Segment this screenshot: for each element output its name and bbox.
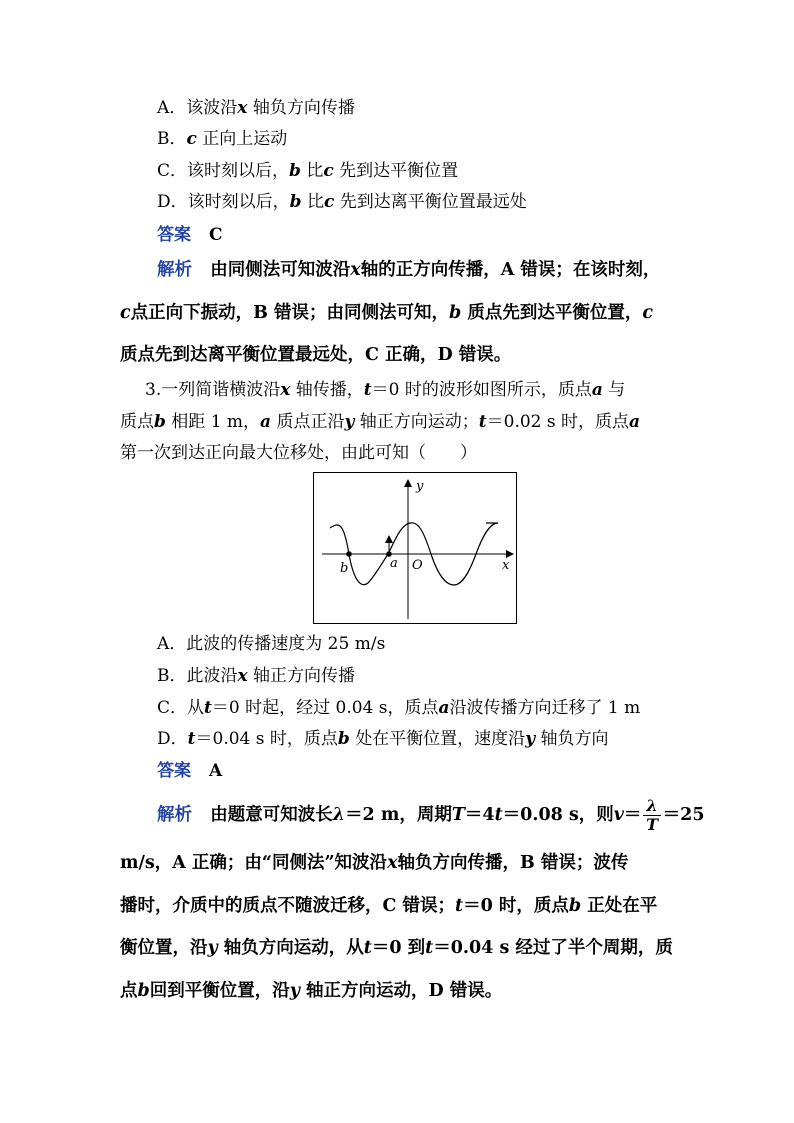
q3-answer bbox=[157, 760, 222, 782]
y-axis-label: y bbox=[416, 479, 424, 494]
q2-analysis-line3: 质点先到达离平衡位置最远处，C 正确，D 错误。 bbox=[120, 345, 512, 365]
point-b-label: b bbox=[340, 561, 349, 576]
q3-stem-line3: 第一次到达正向最大位移处，由此可知（ ） bbox=[120, 443, 477, 463]
q2-option-a: A．该波沿x 轴负方向传播 bbox=[157, 98, 355, 118]
q3-option-d: D．t＝0.04 s 时，质点b 处在平衡位置，速度沿y 轴负方向 bbox=[157, 729, 609, 749]
x-axis-label: x bbox=[502, 558, 510, 573]
answer-value: A bbox=[209, 761, 223, 781]
q2-option-c: C．该时刻以后，b 比c 先到达平衡位置 bbox=[157, 161, 459, 181]
q2-option-b: B．c 正向上运动 bbox=[157, 129, 288, 149]
q3-analysis-line4: 衡位置，沿y 轴负方向运动，从t＝0 到t＝0.04 s 经过了半个周期，质 bbox=[120, 938, 673, 958]
q3-analysis-line1: 解析 由题意可知波长λ＝2 m，周期T＝4t＝0.08 s，则v＝ $\frac{\lambda}{T}$ ＝25 bbox=[157, 796, 705, 834]
q2-analysis-line2: c点正向下振动，B 错误；由同侧法可知，b 质点先到达平衡位置，c bbox=[120, 303, 654, 323]
q3-option-a: A．此波的传播速度为 25 m/s bbox=[157, 634, 386, 654]
answer-label: 答案 bbox=[157, 225, 191, 245]
answer-label: 答案 bbox=[157, 761, 191, 781]
q2-answer bbox=[157, 224, 223, 246]
answer-value: C bbox=[209, 225, 223, 245]
q2-option-d: D．该时刻以后，b 比c 先到达离平衡位置最远处 bbox=[157, 192, 527, 212]
lambda-over-T-fraction: $\frac{\lambda}{T}$ bbox=[643, 797, 660, 834]
q3-analysis-line3: 播时，介质中的质点不随波迁移，C 错误；t＝0 时，质点b 正处在平 bbox=[120, 896, 658, 916]
wave-figure bbox=[313, 472, 517, 624]
wave-figure-svg bbox=[314, 473, 518, 625]
q3-option-b: B．此波沿x 轴正方向传播 bbox=[157, 666, 356, 686]
point-a-label: a bbox=[390, 556, 398, 571]
q3-analysis-line2: m/s，A 正确；由“同侧法”知波沿x轴负方向传播，B 错误；波传 bbox=[120, 853, 629, 873]
q2-analysis-line1: 解析 由同侧法可知波沿x轴的正方向传播，A 错误；在该时刻， bbox=[157, 260, 661, 280]
q3-analysis-line5: 点b回到平衡位置，沿y 轴正方向运动，D 错误。 bbox=[120, 981, 503, 1001]
analysis-label: 解析 bbox=[157, 805, 192, 825]
analysis-label: 解析 bbox=[157, 260, 192, 280]
point-b-dot bbox=[346, 551, 352, 557]
q3-option-c: C．从t＝0 时起，经过 0.04 s，质点a沿波传播方向迁移了 1 m bbox=[157, 698, 641, 718]
q3-stem-line1: 3.一列简谐横波沿x 轴传播，t＝0 时的波形如图所示，质点a 与 bbox=[145, 380, 626, 400]
q3-stem-line2: 质点b 相距 1 m，a 质点正沿y 轴正方向运动；t＝0.02 s 时，质点a bbox=[120, 412, 641, 432]
origin-label: O bbox=[412, 558, 423, 573]
